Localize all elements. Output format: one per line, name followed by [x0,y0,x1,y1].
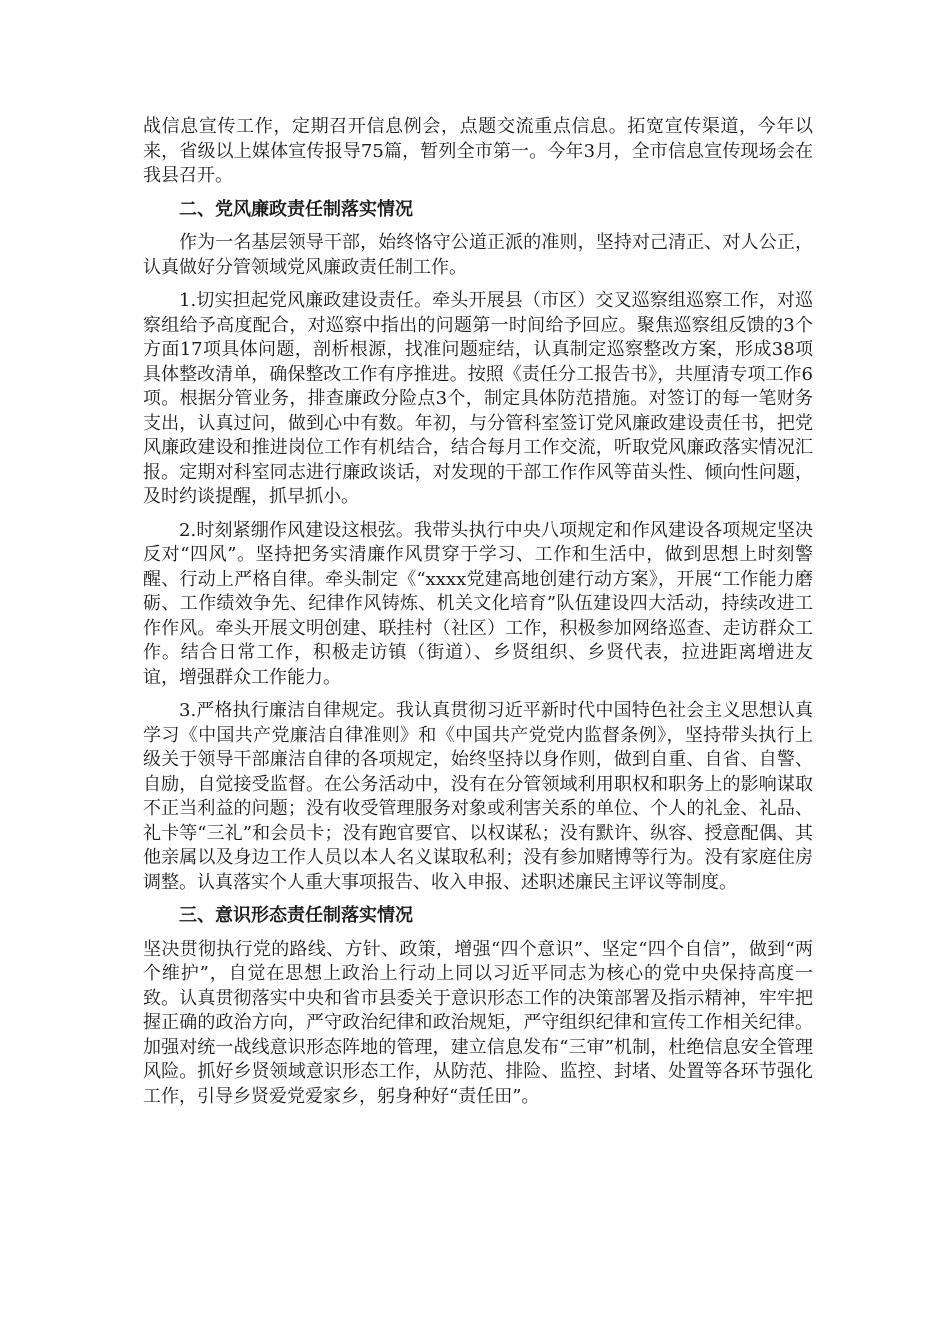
paragraph-item-3: 3.严格执行廉洁自律规定。我认真贯彻习近平新时代中国特色社会主义思想认真学习《中国共产党廉洁自律准则》和《中国共产党党内监督条例》，坚持带头执行上级关于领导干部廉洁自律的各项规定，始终坚持以身作则，做到自重、自省、自警、自励，自觉接受监督。在公务活动中，没有在分管领域利用职权和职务上的影响谋取不正当利益的问题；没有收受管理服务对象或利害关系的单位、个人的礼金、礼品、礼卡等“三礼”和会员卡；没有跑官要官、以权谋私；没有默许、纵容、授意配偶、其他亲属以及身边工作人员以本人名义谋取私利；没有参加赌博等行为。没有家庭住房调整。认真落实个人重大事项报告、收入申报、述职述廉民主评议等制度。 [143,700,813,893]
document-page [143,115,813,1111]
paragraph-section2-intro: 作为一名基层领导干部，始终恪守公道正派的准则，坚持对己清正、对人公正，认真做好分管领域党风廉政责任制工作。 [143,232,813,278]
paragraph-item-1: 1.切实担起党风廉政建设责任。牵头开展县（市区）交叉巡察组巡察工作，对巡察组给予高度配合，对巡察中指出的问题第一时间给予回应。聚焦巡察组反馈的3个方面17项具体问题，剖析根源，找准问题症结，认真制定巡察整改方案，形成38项具体整改清单，确保整改工作有序推进。按照《责任分工报告书》，共厘清专项工作6项。根据分管业务，排查廉政分险点3个，制定具体防范措施。对签订的每一笔财务支出，认真过问，做到心中有数。年初，与分管科室签订党风廉政建设责任书，把党风廉政建设和推进岗位工作有机结合，结合每月工作交流，听取党风廉政落实情况汇报。定期对科室同志进行廉政谈话，对发现的干部工作作风等苗头性、倾向性问题，及时约谈提醒，抓早抓小。 [143,290,813,507]
paragraph-item-2: 2.时刻紧绷作风建设这根弦。我带头执行中央八项规定和作风建设各项规定坚决反对“四风”。坚持把务实清廉作风贯穿于学习、工作和生活中，做到思想上时刻警醒、行动上严格自律。牵头制定《“xxxx党建高地创建行动方案》，开展“工作能力磨砺、工作绩效争先、纪律作风铸炼、机关文化培育”队伍建设四大活动，持续改进工作作风。牵头开展文明创建、联挂村（社区）工作，积极参加网络巡查、走访群众工作。结合日常工作，积极走访镇（街道）、乡贤组织、乡贤代表，拉进距离增进友谊，增强群众工作能力。 [143,519,813,688]
section-heading-2: 二、党风廉政责任制落实情况 [179,198,413,220]
paragraph-section3: 坚决贯彻执行党的路线、方针、政策，增强“四个意识”、坚定“四个自信”，做到“两个维护”，自觉在思想上政治上行动上同以习近平同志为核心的党中央保持高度一致。认真贯彻落实中央和省市县委关于意识形态工作的决策部署及指示精神，牢牢把握正确的政治方向，严守政治纪律和政治规矩，严守组织纪律和宣传工作相关纪律。加强对统一战线意识形态阵地的管理，建立信息发布“三审”机制，杜绝信息安全管理风险。抓好乡贤领域意识形态工作，从防范、排险、监控、封堵、处置等各环节强化工作，引导乡贤爱党爱家乡，躬身种好“责任田”。 [143,938,813,1107]
paragraph-intro: 战信息宣传工作，定期召开信息例会，点题交流重点信息。拓宽宣传渠道，今年以来，省级以上媒体宣传报导75篇，暂列全市第一。今年3月，全市信息宣传现场会在我县召开。 [143,116,813,186]
section-heading-3: 三、意识形态责任制落实情况 [179,905,413,926]
